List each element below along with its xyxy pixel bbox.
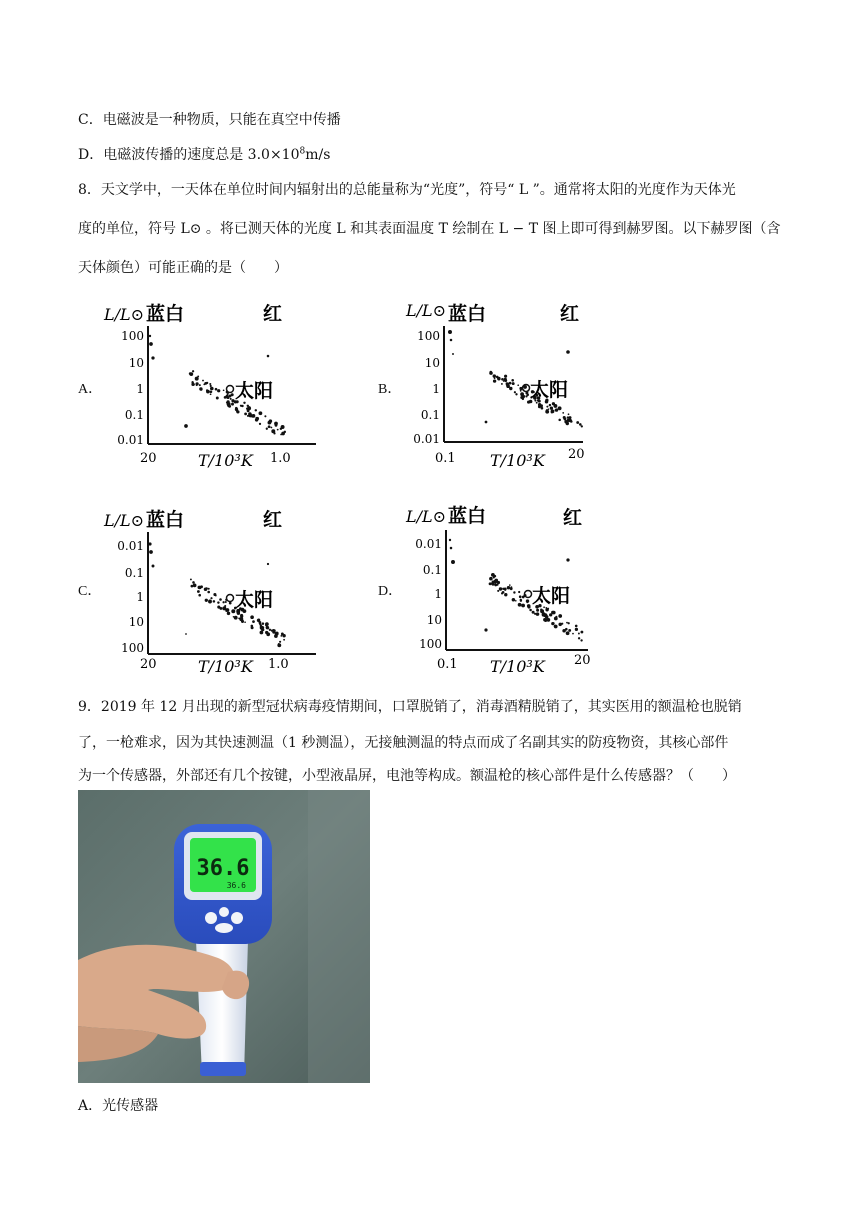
q9-stem-line3: 为一个传感器，外部还有几个按键，小型液晶屏，电池等构成。额温枪的核心部件是什么传感器？（ ） [78,768,736,784]
star-dot [217,389,220,392]
star-dot [192,370,194,372]
y-tick-2: 1 [136,382,144,396]
star-dot [578,633,580,635]
y-axis-label: L/L⊙ [406,507,447,526]
star-dot [558,406,562,410]
star-dot [558,419,561,422]
star-dot [278,643,280,645]
y-tick-2: 1 [432,382,440,396]
star-dot [267,355,270,358]
y-tick-2: 1 [434,587,442,601]
star-dot [551,410,555,414]
q8-option-a-label: A． [78,382,103,397]
q9-stem-line1: 9．2019 年 12 月出现的新型冠状病毒疫情期间，口罩脱销了，消毒酒精脱销了，其实医用的额温枪也脱销 [78,699,742,715]
star-dot [525,395,527,397]
star-dot [517,384,519,386]
star-dot [485,421,488,424]
star-dot [246,407,248,409]
hr-diagram-c [98,498,323,674]
star-dot [522,596,525,599]
star-dot [489,371,493,375]
star-dot [259,623,261,625]
y-tick-0: 0.01 [415,537,442,551]
y-axis-label: L/L⊙ [104,511,145,530]
star-dot [206,382,208,384]
star-dot [265,631,268,634]
star-dot [196,384,198,386]
sun-label: 太阳 [235,589,274,611]
star-dot [520,390,522,392]
star-dot [562,412,564,414]
star-dot [563,416,566,419]
star-dot [566,558,569,561]
q7-option-d-prefix: D．电磁波传播的速度总是 3.0×10 [78,147,300,163]
star-dot [199,387,202,390]
q7-option-d [78,145,330,165]
star-dot [224,605,226,607]
star-dot [542,613,545,616]
y-tick-3: 0.1 [124,408,144,422]
lcd-sub-reading: 36.6 [226,881,246,890]
star-dot [271,429,275,433]
star-dot [518,603,522,607]
star-dot [451,560,455,564]
star-dot [208,600,212,604]
q8-stem-line2: 度的单位，符号 L⊙ 。将已测天体的光度 L 和其表面温度 T 绘制在 L − T 图上即可得到赫罗图。以下赫罗图（含 [78,221,781,237]
label-blue-white: 蓝白 [448,303,487,325]
star-dot [185,633,187,635]
star-dot [225,601,227,603]
star-dot [251,625,254,628]
star-dot [536,402,538,404]
y-tick-3: 0.1 [420,408,440,422]
y-axis-label: L/L⊙ [104,305,145,324]
star-dot [507,586,510,589]
star-dot [191,381,193,383]
star-dot [281,432,285,436]
star-dot [252,620,255,623]
star-dot [554,617,558,621]
q9-stem-line2: 了，一枪难求，因为其快速测温（1 秒测温），无接触测温的特点而成了名副其实的防疫物资，其核心部件 [78,735,729,751]
star-dot [502,591,505,594]
star-dot [215,388,218,391]
star-dot [231,393,234,396]
star-dot [494,575,497,578]
star-dot [529,609,532,612]
star-dot [280,635,282,637]
y-tick-1: 10 [128,356,144,370]
star-dot [504,375,507,378]
star-dot [227,612,230,615]
star-dot [152,565,155,568]
y-tick-4: 0.01 [117,433,144,447]
star-dot [518,591,520,593]
star-dot [237,611,240,614]
q7-option-c: C．电磁波是一种物质，只能在真空中传播 [78,112,341,128]
q7-option-d-suffix: m/s [305,147,331,163]
y-tick-1: 0.1 [422,563,442,577]
x-axis-label: T/10³K [490,451,545,468]
star-dot [551,611,554,614]
star-dot [566,350,570,354]
star-dot [497,590,499,592]
q8-option-d-label: D． [378,584,403,599]
star-dot [277,632,279,634]
star-dot [281,425,285,429]
sun-label: 太阳 [530,379,569,401]
star-dot [213,600,216,603]
star-dot [546,406,548,408]
star-dot [257,619,260,622]
star-dot [570,420,573,423]
star-dot [448,330,452,334]
star-dot [207,591,210,594]
star-dot [568,413,570,415]
star-dot [497,581,500,584]
star-dot [230,398,232,400]
star-dot [506,384,508,386]
star-dot [231,403,234,406]
star-dot [210,390,213,393]
star-dot [255,418,258,421]
star-dot [550,407,553,410]
star-dot [210,597,212,599]
x-tick-right: 1.0 [268,657,289,672]
star-dot [566,631,570,635]
star-dot [519,595,522,598]
y-tick-3: 10 [128,615,144,629]
star-dot [555,409,557,411]
star-dot [540,608,542,610]
q9-option-a: A．光传感器 [78,1098,159,1114]
star-dot [233,616,235,618]
star-dot [249,406,251,408]
star-dot [205,599,208,602]
star-dot [554,625,557,628]
star-dot [198,594,201,597]
star-dot [540,404,543,407]
star-dot [210,393,212,395]
star-dot [222,601,224,603]
star-dot [489,577,493,581]
star-dot [210,385,212,387]
star-dot [558,614,562,618]
star-dot [197,590,200,593]
x-tick-right: 20 [574,653,591,668]
x-tick-left: 0.1 [435,451,456,466]
star-dot [545,607,547,609]
star-dot [509,387,512,390]
star-dot [509,584,511,586]
star-dot [250,615,254,619]
star-dot [247,405,249,407]
star-dot [148,542,151,545]
star-dot [452,353,454,355]
star-dot [526,602,528,604]
q8-option-c-label: C． [78,584,102,599]
label-red: 红 [263,303,283,325]
star-dot [234,616,238,620]
star-dot [190,578,192,580]
label-red: 红 [263,509,283,531]
star-dot [576,421,579,424]
star-dot [244,621,246,623]
star-dot [521,393,524,396]
x-axis-label: T/10³K [490,657,545,674]
star-dot [568,622,570,624]
star-dot [567,416,569,418]
y-tick-4: 100 [121,641,144,655]
star-dot [492,580,495,583]
star-dot [259,423,261,425]
star-dot [194,585,196,587]
star-dot [514,391,516,393]
star-dot [520,599,522,601]
star-dot [449,539,451,541]
star-dot [238,618,240,620]
star-dot [575,625,578,628]
star-dot [283,639,285,641]
star-dot [198,586,201,589]
star-dot [562,629,566,633]
sun-marker [525,591,532,598]
x-axis-label: T/10³K [198,657,253,674]
hr-diagram-a [98,296,323,468]
star-dot [547,618,551,622]
star-dot [450,339,453,342]
star-dot [203,383,205,385]
star-dot [226,395,229,398]
star-dot [450,547,453,550]
star-dot [558,623,561,626]
star-dot [493,379,496,382]
star-dot [259,411,263,415]
star-dot [572,633,574,635]
star-dot [549,404,551,406]
lcd-reading: 36.6 [196,856,250,881]
star-dot [521,604,525,608]
y-tick-0: 0.01 [117,539,144,553]
star-dot [209,383,211,385]
star-dot [580,639,582,641]
y-tick-1: 0.1 [124,566,144,580]
star-dot [255,409,257,411]
star-dot [262,626,264,628]
star-dot [269,629,271,631]
q8-stem-line3: 天体颜色）可能正确的是（ ） [78,260,288,276]
star-dot [217,601,219,603]
star-dot [228,405,231,408]
star-dot [223,389,225,391]
star-dot [579,423,582,426]
star-dot [197,375,199,377]
star-dot [202,380,204,382]
star-dot [268,425,271,428]
star-dot [247,415,249,417]
star-dot [226,400,229,403]
star-dot [506,382,508,384]
star-dot [219,607,222,610]
star-dot [522,398,524,400]
y-tick-0: 100 [417,329,440,343]
star-dot [265,622,269,626]
star-dot [512,598,516,602]
star-dot [277,429,279,431]
star-dot [151,356,154,359]
star-dot [192,581,195,584]
star-dot [262,622,265,625]
star-dot [581,425,583,427]
star-dot [512,382,515,385]
star-dot [189,372,192,375]
y-tick-4: 0.01 [413,432,440,446]
sun-label: 太阳 [532,585,571,607]
star-dot [511,379,514,382]
star-dot [580,631,583,634]
star-dot [236,410,238,412]
star-dot [513,591,515,593]
star-dot [216,397,219,400]
y-tick-2: 1 [136,590,144,604]
star-dot [532,611,535,614]
q7-option-d-exponent: 8 [299,146,306,157]
star-dot [260,625,262,627]
y-tick-1: 10 [424,356,440,370]
sun-marker [227,595,234,602]
star-dot [268,421,272,425]
star-dot [149,342,153,346]
star-dot [493,374,496,377]
star-dot [213,593,216,596]
star-dot [536,612,540,616]
star-dot [244,412,247,415]
hr-diagram-b [398,296,623,468]
thermometer-photo [78,790,370,1083]
star-dot [210,387,214,391]
star-dot [252,414,256,418]
star-dot [503,380,505,382]
star-dot [501,383,503,385]
star-dot [504,593,507,596]
star-dot [504,379,507,382]
star-dot [578,637,580,639]
star-dot [149,335,151,337]
label-blue-white: 蓝白 [146,509,185,531]
star-dot [515,600,517,602]
x-tick-right: 1.0 [270,451,291,466]
x-tick-left: 20 [140,657,157,672]
star-dot [149,550,153,554]
label-red: 红 [560,303,580,325]
label-blue-white: 蓝白 [448,505,487,527]
star-dot [225,610,227,612]
star-dot [504,589,506,591]
x-axis-label: T/10³K [198,451,253,468]
x-tick-left: 20 [140,451,157,466]
star-dot [240,614,243,617]
star-dot [279,641,281,643]
x-tick-right: 20 [568,447,585,462]
hr-diagram-d [398,498,623,674]
star-dot [553,622,555,624]
star-dot [264,415,266,417]
star-dot [575,628,578,631]
star-dot [184,424,188,428]
y-tick-0: 100 [121,329,144,343]
star-dot [219,598,222,601]
star-dot [510,586,512,588]
star-dot [568,629,571,632]
sun-marker [227,386,234,393]
star-dot [206,389,208,391]
star-dot [282,634,285,637]
star-dot [523,395,525,397]
star-dot [553,404,557,408]
star-dot [499,587,502,590]
label-red: 红 [563,507,583,529]
sun-label: 太阳 [235,380,274,402]
star-dot [271,427,273,429]
star-dot [272,629,275,632]
star-dot [240,405,242,407]
star-dot [208,588,210,590]
q8-stem-line1: 8．天文学中，一天体在单位时间内辐射出的总能量称为“光度”，符号“ L ”。通常将太阳的光度作为天体光 [78,182,736,198]
star-dot [275,424,278,427]
star-dot [484,628,487,631]
q8-option-b-label: B． [378,382,402,397]
star-dot [204,587,208,591]
star-dot [536,609,539,612]
star-dot [267,563,269,565]
star-dot [489,582,492,585]
star-dot [199,384,201,386]
label-blue-white: 蓝白 [146,303,185,325]
star-dot [266,428,268,430]
star-dot [527,605,530,608]
star-dot [515,393,517,395]
y-axis-label: L/L⊙ [406,301,447,320]
star-dot [546,409,548,411]
y-tick-4: 100 [419,637,442,651]
y-tick-3: 10 [426,613,442,627]
star-dot [497,377,500,380]
x-tick-left: 0.1 [437,657,458,672]
star-dot [239,617,243,621]
